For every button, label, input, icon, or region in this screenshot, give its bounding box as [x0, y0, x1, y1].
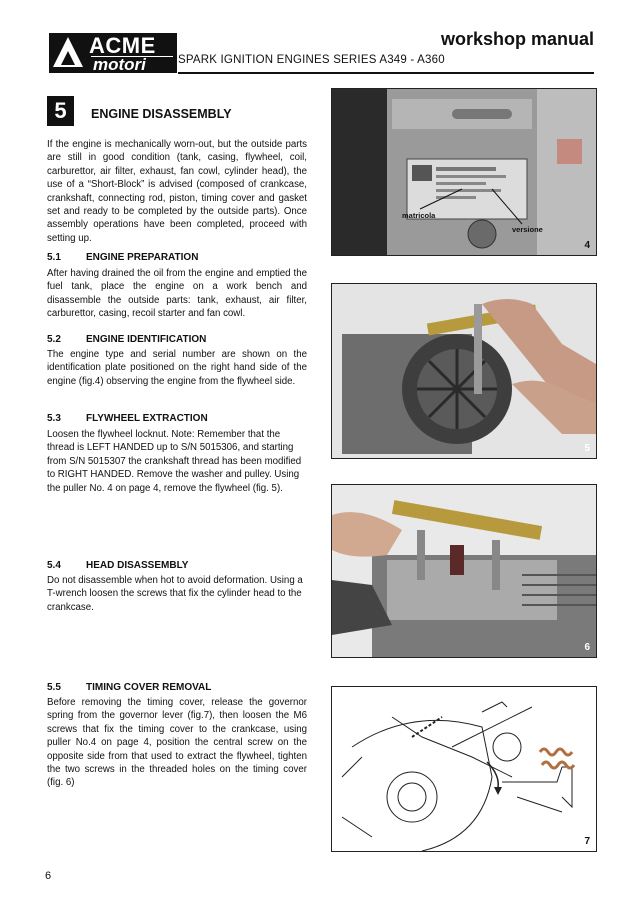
section-title: ENGINE DISASSEMBLY [91, 107, 232, 121]
subsection-heading [47, 252, 198, 263]
figure-number: 5 [584, 443, 590, 454]
figure-number: 4 [584, 240, 590, 251]
subsection-number: 5.4 [47, 560, 61, 571]
subsection-title: ENGINE PREPARATION [86, 252, 199, 263]
subsection-text: Do not disassemble when hot to avoid deformation. Using a T-wrench loosen the screws that fix the cylinder head to the crankcase. [47, 575, 303, 613]
subsection-heading [47, 560, 188, 571]
subsection-title: FLYWHEEL EXTRACTION [86, 413, 208, 424]
acme-logo [49, 33, 177, 73]
section-intro: If the engine is mechanically worn-out, but the outside parts are still in good condition (tank, casing, flywheel, coil, carburettor, air filter, exhaust, fan cowl, cylinder head), the use of a “Short-Block” is advised (composed of crankcase, crankshaft, connecting rod, piston, timing cover and gasket set and ready to be completed by the outside parts). Once assembly operations have been completed, proceed with setting up. [47, 139, 307, 244]
header-rule [178, 72, 594, 74]
subsection-title: HEAD DISASSEMBLY [86, 560, 189, 571]
subsection-text: After having drained the oil from the engine and emptied the fuel tank, place the engine on a work bench and disassemble the outside parts: tank, exhaust, air filter, carburettor, casing, recoil starter and fan cowl. [47, 268, 307, 320]
page-number: 6 [45, 870, 52, 882]
fig4-label-matricola: matricola [402, 211, 436, 220]
subsection-number: 5.2 [47, 334, 61, 345]
logo-triangle-inner [61, 51, 75, 65]
timing-cover-photo-illustration [332, 485, 596, 657]
fig4-label-versione: versione [512, 225, 543, 234]
subsection-number: 5.5 [47, 682, 61, 693]
figure-number: 6 [584, 642, 590, 653]
subsection-title: TIMING COVER REMOVAL [86, 682, 212, 693]
subsection-heading [47, 334, 206, 345]
subsection-heading [47, 682, 211, 693]
logo-brand-top: ACME [89, 33, 156, 58]
figure-6-timing-cover [331, 484, 597, 658]
figure-7-governor-spring [331, 686, 597, 852]
subsection-text: The engine type and serial number are shown on the identification plate positioned on the right hand side of the engine (fig.4) observing the engine from the flywheel side. [47, 349, 307, 387]
subsection-number: 5.3 [47, 413, 61, 424]
subsection-text: Loosen the flywheel locknut. Note: Remember that the thread is LEFT HANDED up to S/N 5015306, and starting from S/N 5015307 the crankshaft thread has been modified to RIGHT HANDED. Remove the washer and pulley. Using the puller No. 4 on page 4, remove the flywheel (fig. 5). [47, 429, 302, 494]
subsection-number: 5.1 [47, 252, 61, 263]
subsection-heading [47, 413, 208, 424]
figure-4-engine-id-plate [331, 88, 597, 256]
section-number: 5 [47, 96, 74, 126]
governor-spring-drawing [332, 687, 596, 851]
figure-5-flywheel-puller [331, 283, 597, 459]
logo-brand-bottom: motori [93, 55, 146, 74]
doc-title: workshop manual [440, 29, 594, 49]
series-title: SPARK IGNITION ENGINES SERIES A349 - A360 [178, 54, 445, 66]
flywheel-photo-illustration [332, 284, 596, 458]
engine-photo-illustration [332, 89, 596, 255]
subsection-title: ENGINE IDENTIFICATION [86, 334, 207, 345]
figure-number: 7 [584, 836, 590, 847]
subsection-text: Before removing the timing cover, release the governor spring from the governor lever (fig.7), then loosen the M6 screws that fix the timing cover to the crankcase, using puller No.4 on page 4, position the central screw on the opposite side from that used to extract the flywheel, tighten the two screws in the threaded holes on the timing cover (fig. 6) [47, 697, 307, 789]
